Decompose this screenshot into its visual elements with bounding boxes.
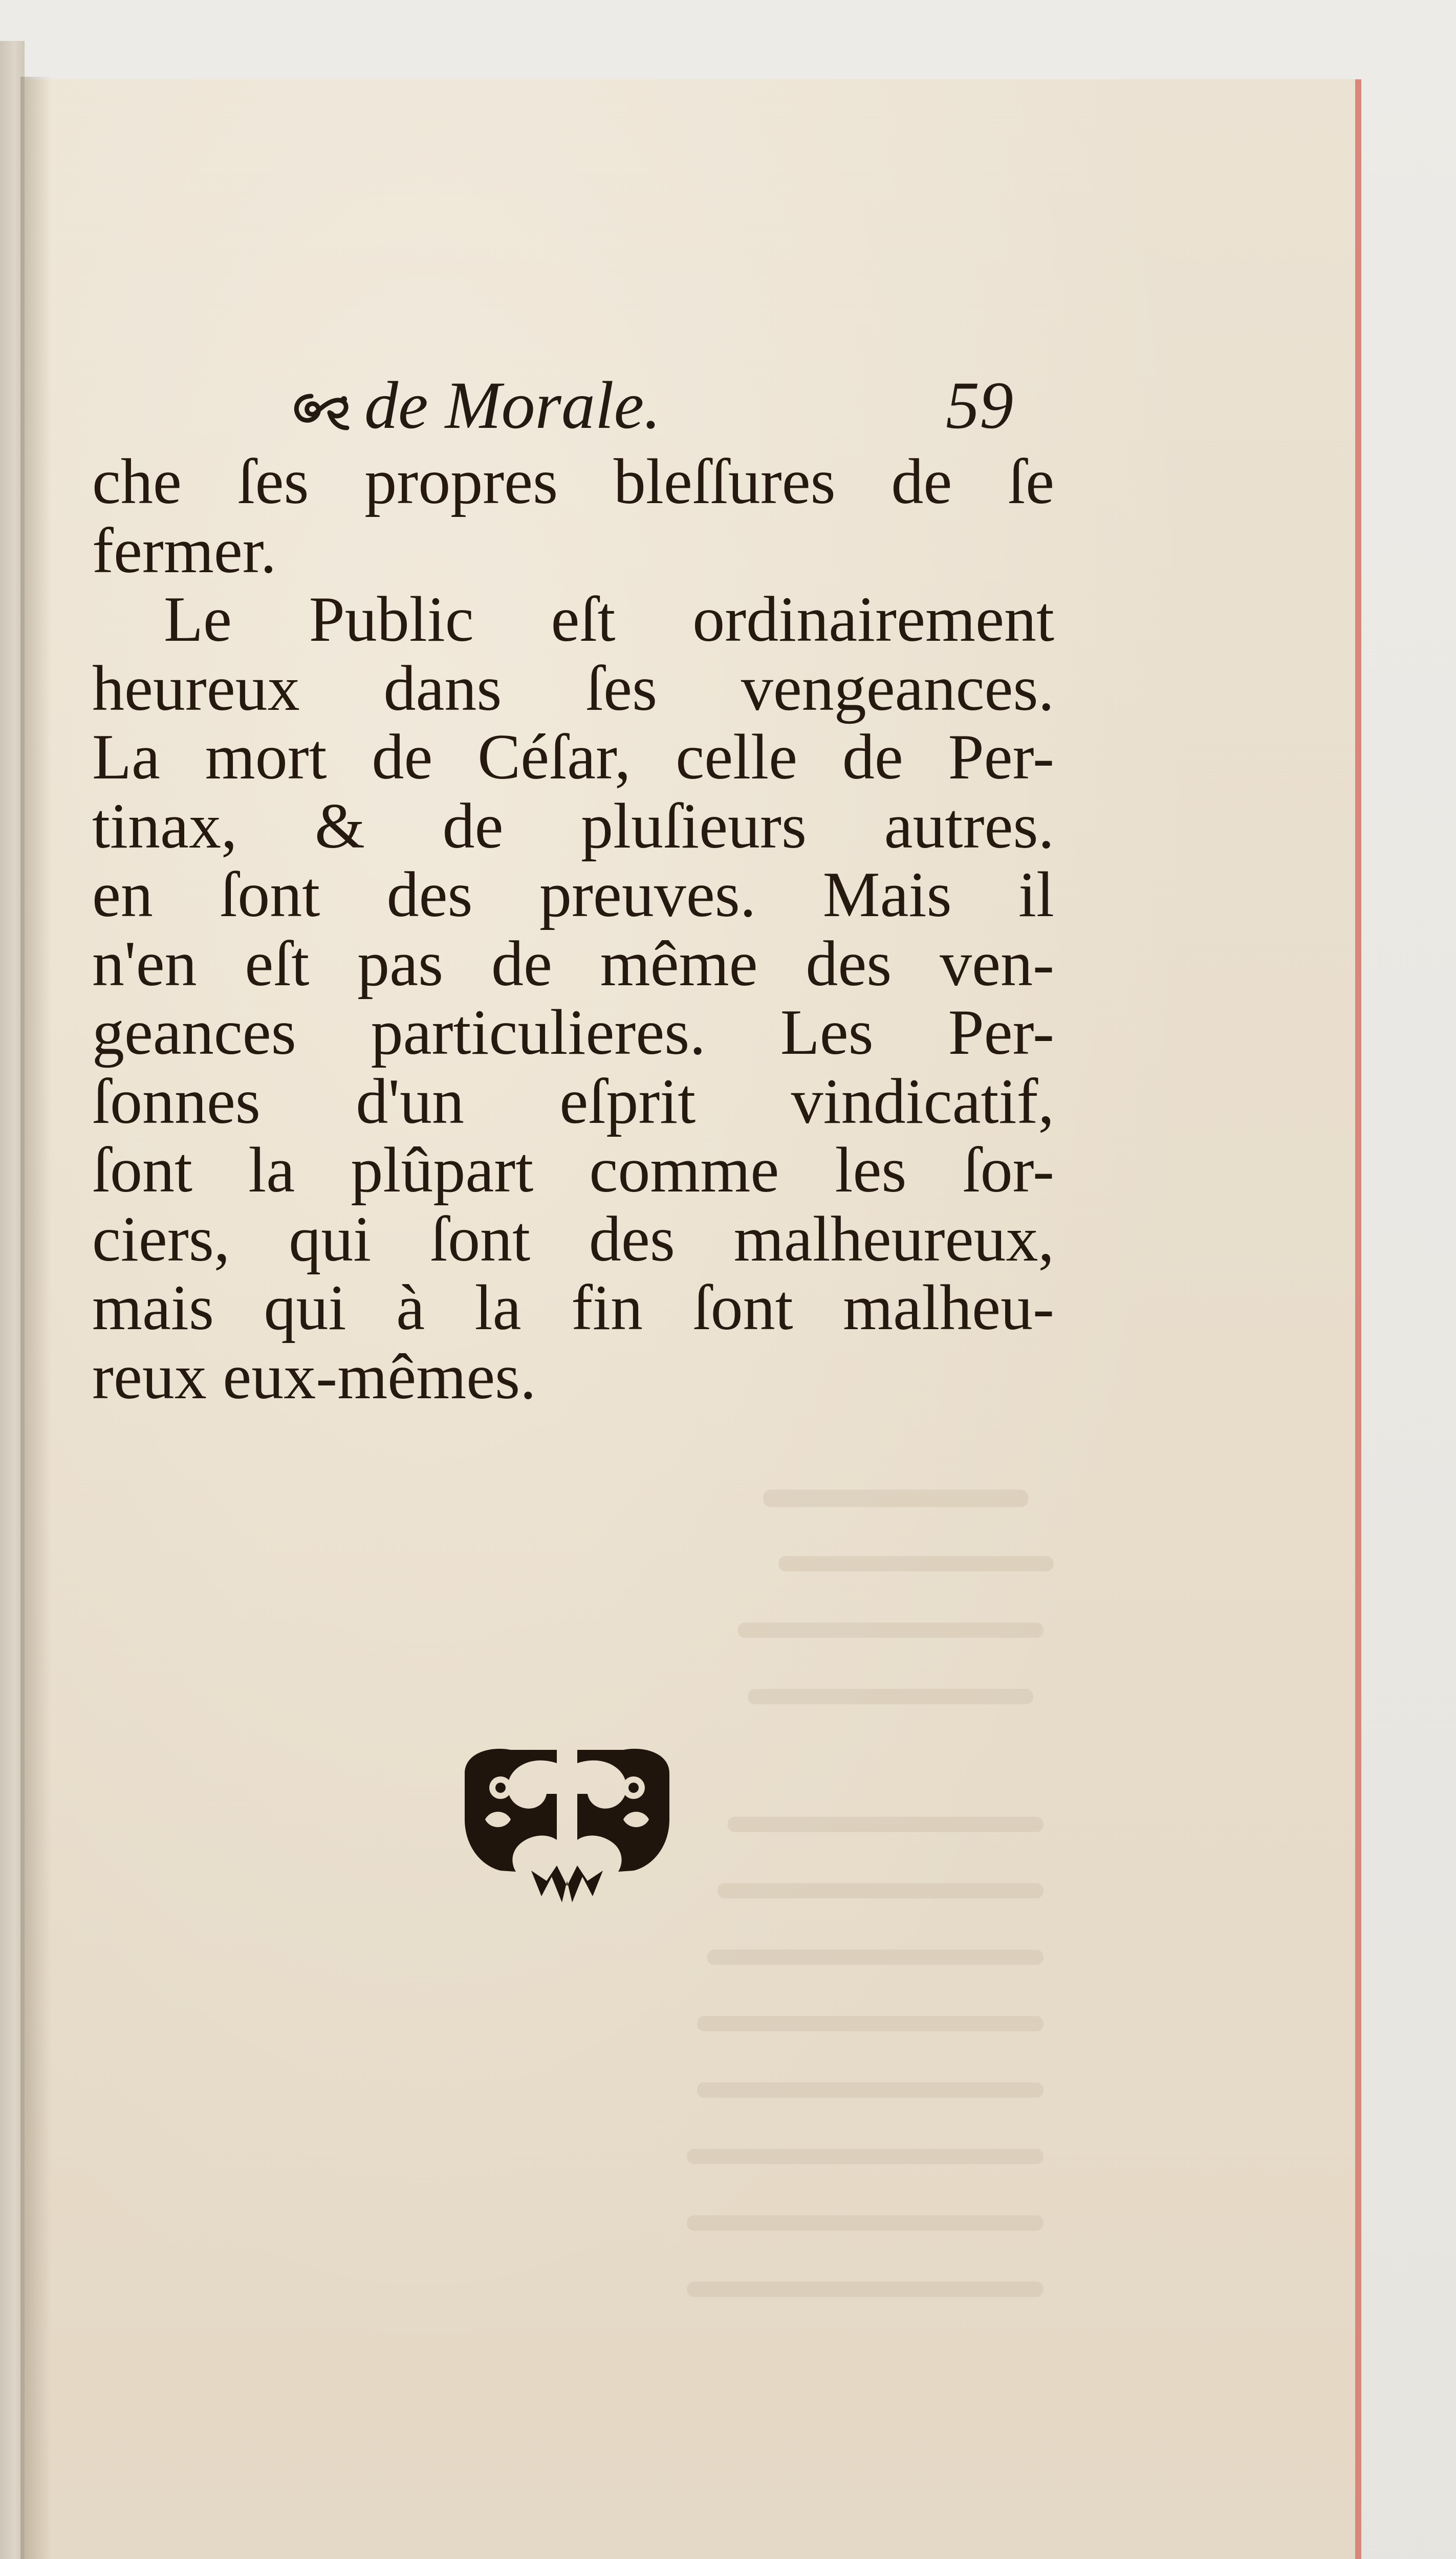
- text-line: en ſont des preuves. Mais il: [92, 859, 1054, 930]
- text-line: che ſes propres bleſſures de ſe: [92, 446, 1054, 517]
- text-line: fermer.: [92, 515, 277, 587]
- page-number: 59: [946, 367, 1013, 443]
- book-page: [25, 79, 1361, 2559]
- text-line: Le Public eſt ordinairement: [164, 584, 1054, 655]
- gutter-shadow: [20, 77, 51, 2559]
- text-line: ciers, qui ſont des malheureux,: [92, 1203, 1054, 1275]
- text-line: tinax, & de pluſieurs autres.: [92, 790, 1054, 862]
- text-line: mais qui à la fin ſont malheu-: [92, 1272, 1054, 1343]
- text-line: La mort de Céſar, celle de Per-: [92, 722, 1054, 793]
- text-line: heureux dans ſes vengeances.: [92, 653, 1054, 724]
- text-line: geances particulieres. Les Per-: [92, 997, 1054, 1068]
- text-line: ſont la plûpart comme les ſor-: [92, 1135, 1054, 1206]
- text-line: reux eux-mêmes.: [92, 1341, 536, 1413]
- text-line: n'en eſt pas de même des ven-: [92, 928, 1054, 1000]
- printers-ornament-icon: [454, 1743, 680, 1906]
- ampersand-ornament-icon: [291, 392, 351, 432]
- running-head: [291, 366, 661, 444]
- body-text: [92, 448, 1054, 1412]
- running-head-title: de Morale.: [364, 367, 661, 443]
- text-line: ſonnes d'un eſprit vindicatif,: [92, 1066, 1054, 1137]
